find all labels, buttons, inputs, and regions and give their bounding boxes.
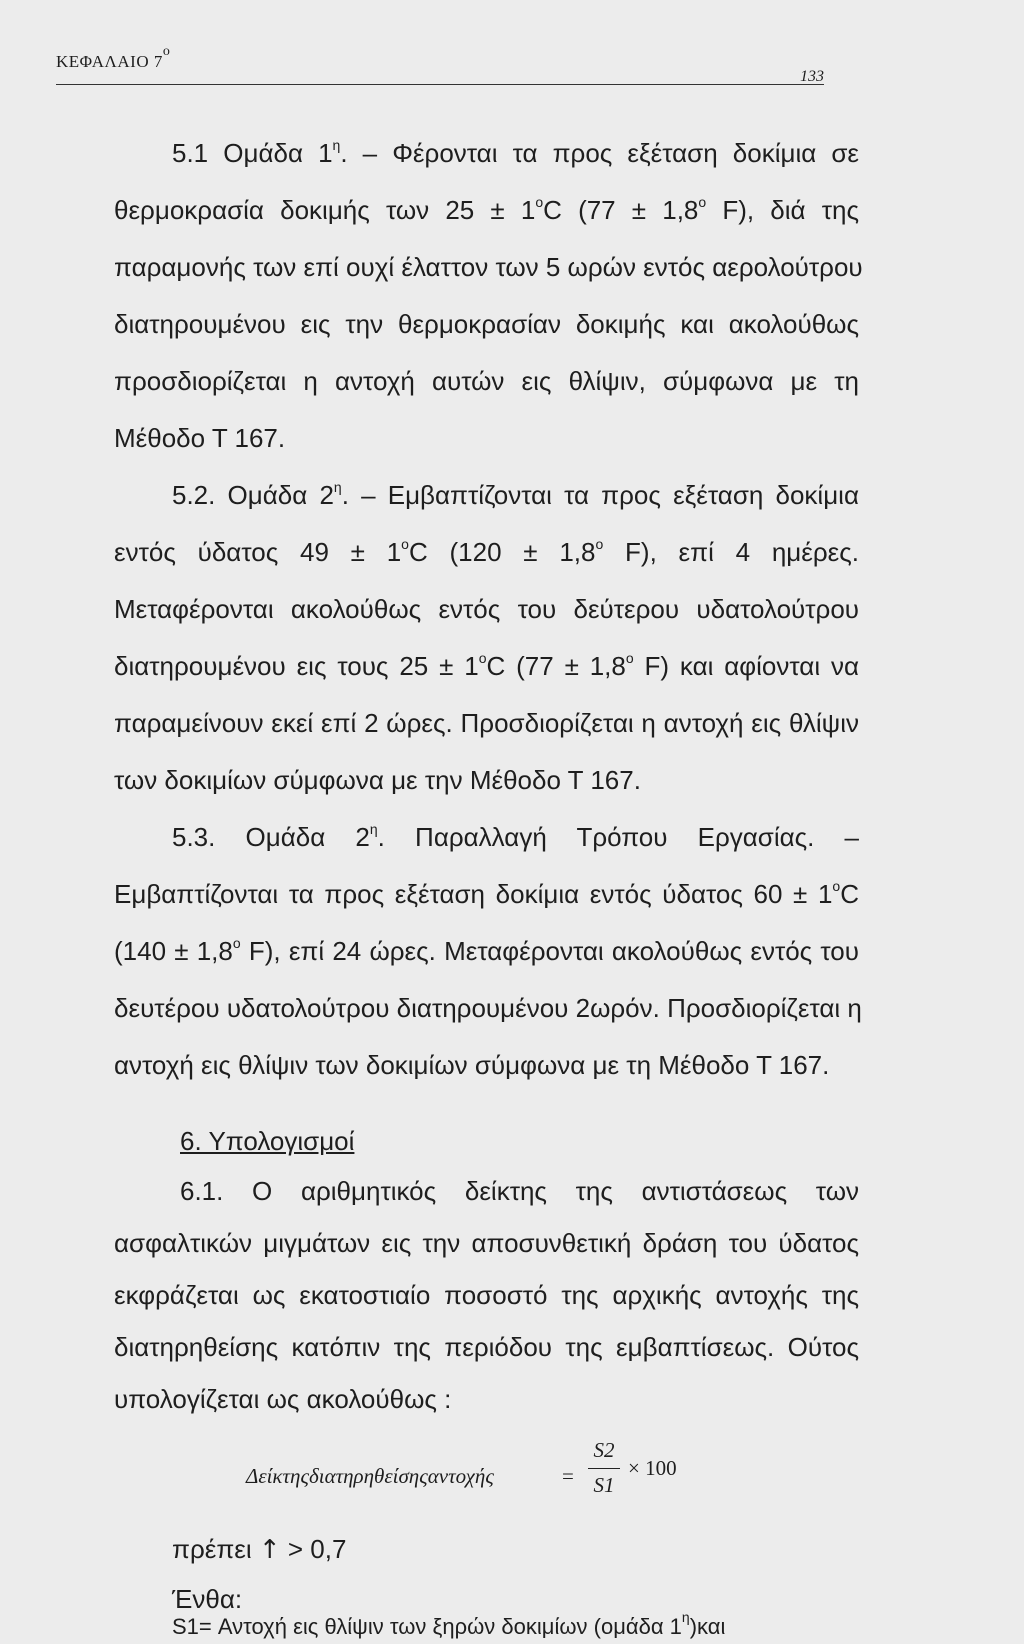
fraction-bar [588,1468,620,1469]
text-line: δευτέρου υδατολούτρου διατηρουμένου 2ωρόν. Προσδιορίζεται η [114,993,862,1023]
formula-equals: = [562,1464,574,1488]
text-line: διατηρουμένου εις την θερμοκρασίαν δοκιμής και ακολούθως [114,309,859,339]
text-line: ασφαλτικών μιγμάτων εις την αποσυνθετική δράση του ύδατος [114,1228,859,1258]
text-line: 5.3. Ομάδα $2^\eta$. Παραλλαγή Τρόπου Εργασίας. – [172,821,859,852]
formula-lhs: Δείκτηςδιατηρηθείσηςαντοχής [246,1464,494,1488]
text-line: προσδιορίζεται η αντοχή αυτών εις θλίψιν, σύμφωνα με τη [114,366,859,396]
requirement-prefix: πρέπει [172,1534,252,1564]
page-header [56,44,824,85]
text-line: Μέθοδο Τ 167. [114,423,286,453]
requirement-line [172,1536,346,1563]
chapter-title: ΚΕΦΑΛΑΙΟ $7^o$ [56,44,171,71]
text-line: Εμβαπτίζονται τα προς εξέταση δοκίμια εντός ύδατος $60 \pm 1^oC$ [114,878,859,909]
text-line: 5.1 Ομάδα $1^\eta$. – Φέρονται τα προς εξέταση δοκίμια σε [172,137,859,168]
text-line: διατηρουμένου εις τους $25 \pm 1^oC$ ($77 \pm 1,8^o$ F) και αφίονται να [114,650,859,681]
text-line: 5.2. Ομάδα $2^\eta$. – Εμβαπτίζονται τα προς εξέταση δοκίμια [172,479,859,510]
text-line: υπολογίζεται ως ακολούθως : [114,1384,452,1414]
formula-multiplier: × 100 [628,1456,677,1480]
definition-s1-text: S1= Αντοχή εις θλίψιν των ξηρών δοκιμίων (ομάδα 1 [172,1614,682,1639]
where-label: Ένθα: [172,1584,243,1614]
text-line: παραμονής των επί ουχί έλαττον των 5 ωρών εντός αερολούτρου [114,252,863,282]
text-line: διατηρηθείσης κατόπιν της περιόδου της εμβαπτίσεως. Ούτος [114,1332,859,1362]
definition-s1-sup: η [681,1609,690,1625]
text-line: ($140 \pm 1,8^o$ F), επί 24 ώρες. Μεταφέρονται ακολούθως εντός του [114,935,859,966]
requirement-value: > 0,7 [287,1534,347,1564]
definition-s1 [172,1609,726,1639]
definition-s1-tail: )και [689,1614,726,1639]
text-line: θερμοκρασία δοκιμής των $25 \pm 1^oC$ ($77 \pm 1,8^o$ F), διά της [114,194,859,225]
text-line: 6.1. Ο αριθμητικός δείκτης της αντιστάσεως των [180,1176,859,1206]
text-line: αντοχή εις θλίψιν των δοκιμίων σύμφωνα με τη Μέθοδο Τ 167. [114,1050,830,1080]
text-line: παραμείνουν εκεί επί 2 ώρες. Προσδιορίζεται η αντοχή εις θλίψιν [114,708,859,738]
formula-numerator: S2 [593,1438,615,1462]
text-line: Μεταφέρονται ακολούθως εντός του δεύτερου υδατολούτρου [114,594,859,624]
text-line: εκφράζεται ως εκατοστιαίο ποσοστό της αρχικής αντοχής της [114,1280,859,1310]
text-line: των δοκιμίων σύμφωνα με την Μέθοδο Τ 167. [114,765,641,795]
formula [246,1438,706,1510]
page-number: 133 [800,68,824,85]
formula-denominator: S1 [593,1473,615,1497]
formula-fraction [586,1438,622,1498]
section-heading: 6. Υπολογισμοί [180,1126,355,1156]
text-line: εντός ύδατος $49 \pm 1^oC$ ($120 \pm 1,8^o$ F), επί 4 ημέρες. [114,536,859,567]
arrow-up-icon: ↑ [258,1535,281,1565]
